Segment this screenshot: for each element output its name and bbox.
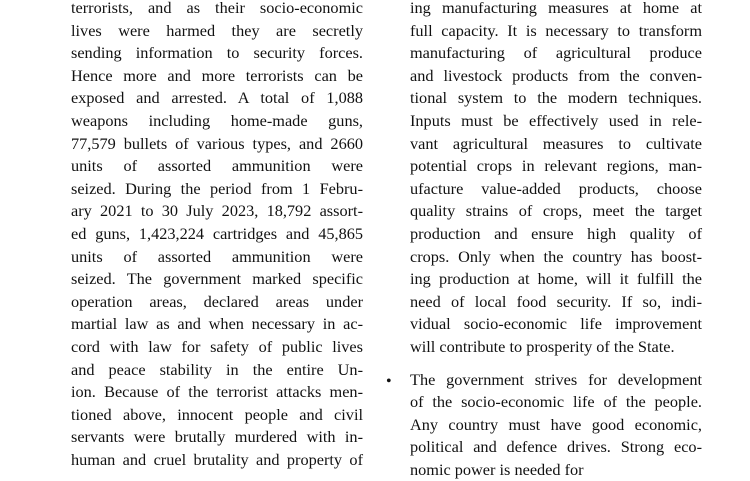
text-line: and livestock products from the conven- (410, 65, 702, 88)
text-line: quality strains of crops, meet the target (410, 200, 702, 223)
text-line: tional system to the modern techniques. (410, 87, 702, 110)
right-column (410, 0, 702, 481)
text-line: and peace stability in the entire Un- (71, 359, 363, 382)
text-line: political and defence drives. Strong eco- (410, 436, 702, 459)
paragraph-continued (410, 0, 702, 359)
text-line: vidual socio-economic life improvement (410, 313, 702, 336)
text-line: operation areas, declared areas under (71, 291, 363, 314)
text-line: potential crops in relevant regions, man- (410, 155, 702, 178)
text-line: ary 2021 to 30 July 2023, 18,792 assort- (71, 200, 363, 223)
left-column (71, 0, 363, 471)
text-line: ing manufacturing measures at home at (410, 0, 702, 20)
text-line: full capacity. It is necessary to transform (410, 20, 702, 43)
text-line: exposed and arrested. A total of 1,088 (71, 87, 363, 110)
text-line: production and ensure high quality of (410, 223, 702, 246)
text-line: ufacture value-added products, choose (410, 178, 702, 201)
text-line: ing production at home, will it fulfill the (410, 268, 702, 291)
bullet-icon: • (386, 371, 396, 394)
text-line: weapons including home-made guns, (71, 110, 363, 133)
text-line: units of assorted ammunition were (71, 246, 363, 269)
text-line: 77,579 bullets of various types, and 2660 (71, 133, 363, 156)
text-line: will contribute to prosperity of the State. (410, 336, 702, 359)
text-line: Any country must have good economic, (410, 414, 702, 437)
bullet-paragraph (410, 369, 702, 481)
text-line: units of assorted ammunition were (71, 155, 363, 178)
text-line: servants were brutally murdered with in- (71, 426, 363, 449)
text-line: Hence more and more terrorists can be (71, 65, 363, 88)
text-line: tioned above, innocent people and civil (71, 404, 363, 427)
text-line: seized. During the period from 1 Febru- (71, 178, 363, 201)
text-line: The government strives for development (410, 369, 702, 392)
text-line: sending information to security forces. (71, 42, 363, 65)
text-line: cord with law for safety of public lives (71, 336, 363, 359)
text-line: seized. The government marked specific (71, 268, 363, 291)
text-line: crops. Only when the country has boost- (410, 246, 702, 269)
text-line: martial law as and when necessary in ac- (71, 313, 363, 336)
text-line: vant agricultural measures to cultivate (410, 133, 702, 156)
text-line: Inputs must be effectively used in rele- (410, 110, 702, 133)
text-line: need of local food security. If so, indi- (410, 291, 702, 314)
text-line: manufacturing of agricultural produce (410, 42, 702, 65)
text-line: ed guns, 1,423,224 cartridges and 45,865 (71, 223, 363, 246)
text-line: lives were harmed they are secretly (71, 20, 363, 43)
paragraph-gap (410, 359, 702, 369)
text-line: ion. Because of the terrorist attacks men- (71, 381, 363, 404)
text-line: human and cruel brutality and property of (71, 449, 363, 472)
text-line: nomic power is needed for (410, 459, 702, 481)
text-line: terrorists, and as their socio-economic (71, 0, 363, 20)
text-line: of the socio-economic life of the people. (410, 391, 702, 414)
